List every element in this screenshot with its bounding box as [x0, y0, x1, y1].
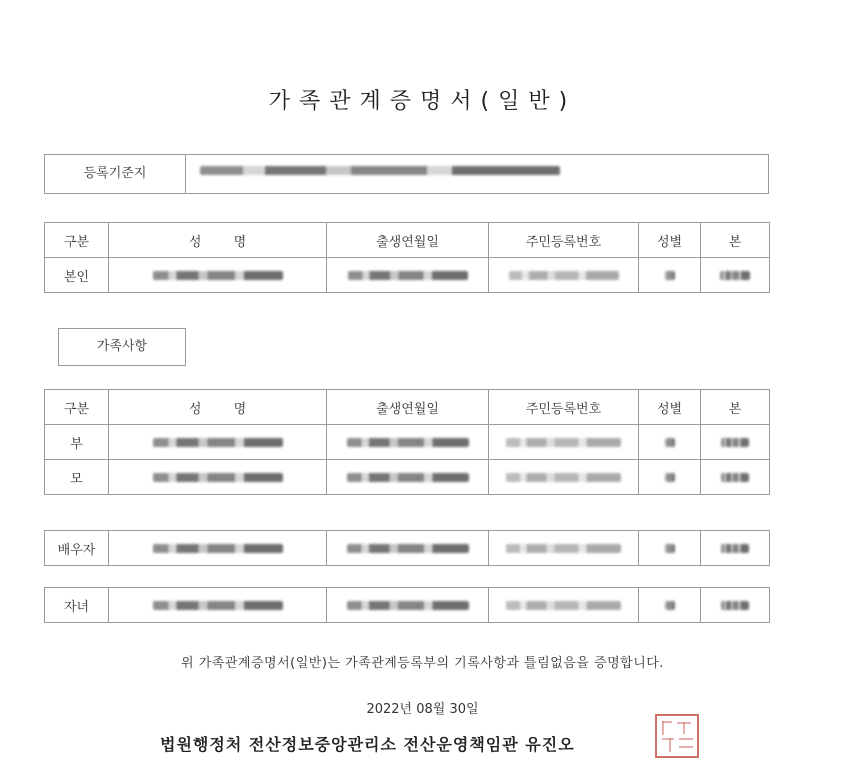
spouse-id-redacted — [489, 531, 639, 566]
family-header-birth: 출생연월일 — [327, 390, 489, 425]
spouse-table — [44, 530, 770, 566]
family-type-mother: 모 — [45, 460, 109, 495]
document-title: 가족관계증명서(일반) — [268, 89, 577, 114]
self-header-row — [45, 223, 770, 258]
father-id-redacted — [489, 425, 639, 460]
registry-address-redacted — [200, 166, 560, 175]
child-birth-redacted — [327, 588, 489, 623]
spouse-origin-redacted — [701, 531, 770, 566]
family-header-sex: 성별 — [639, 390, 701, 425]
child-name-redacted — [109, 588, 327, 623]
family-header-origin: 본 — [701, 390, 770, 425]
child-sex-redacted — [639, 588, 701, 623]
family-row-father — [45, 425, 770, 460]
father-sex-redacted — [639, 425, 701, 460]
child-id-redacted — [489, 588, 639, 623]
self-table — [44, 222, 770, 293]
family-header-row — [45, 390, 770, 425]
family-row-spouse — [45, 531, 770, 566]
self-type: 본인 — [45, 258, 109, 293]
self-row — [45, 258, 770, 293]
self-sex-redacted — [639, 258, 701, 293]
family-type-father: 부 — [45, 425, 109, 460]
father-birth-redacted — [327, 425, 489, 460]
family-row-mother — [45, 460, 770, 495]
registry-label: 등록기준지 — [83, 166, 147, 181]
family-label-box — [58, 328, 186, 366]
official-seal-icon — [655, 714, 699, 758]
family-header-name: 성 명 — [109, 390, 327, 425]
family-header-type: 구분 — [45, 390, 109, 425]
registry-label-box — [44, 154, 186, 194]
father-origin-redacted — [701, 425, 770, 460]
issue-date: 2022년 08월 30일 — [366, 702, 479, 717]
header-type: 구분 — [45, 223, 109, 258]
self-birth-redacted — [327, 258, 489, 293]
mother-name-redacted — [109, 460, 327, 495]
family-table — [44, 389, 770, 495]
self-name-redacted — [109, 258, 327, 293]
header-sex: 성별 — [639, 223, 701, 258]
family-header-id: 주민등록번호 — [489, 390, 639, 425]
family-type-child: 자녀 — [45, 588, 109, 623]
issuer-name: 법원행정처 전산정보중앙관리소 전산운영책임관 유진오 — [160, 735, 575, 754]
mother-id-redacted — [489, 460, 639, 495]
mother-sex-redacted — [639, 460, 701, 495]
father-name-redacted — [109, 425, 327, 460]
spouse-birth-redacted — [327, 531, 489, 566]
self-origin-redacted — [701, 258, 770, 293]
mother-birth-redacted — [327, 460, 489, 495]
header-origin: 본 — [701, 223, 770, 258]
child-origin-redacted — [701, 588, 770, 623]
certification-statement: 위 가족관계증명서(일반)는 가족관계등록부의 기록사항과 틀림없음을 증명합니다. — [181, 656, 664, 671]
family-section-label: 가족사항 — [96, 339, 148, 354]
child-table — [44, 587, 770, 623]
spouse-sex-redacted — [639, 531, 701, 566]
header-id: 주민등록번호 — [489, 223, 639, 258]
spouse-name-redacted — [109, 531, 327, 566]
family-type-spouse: 배우자 — [45, 531, 109, 566]
header-birth: 출생연월일 — [327, 223, 489, 258]
header-name: 성 명 — [109, 223, 327, 258]
self-id-redacted — [489, 258, 639, 293]
family-row-child — [45, 588, 770, 623]
mother-origin-redacted — [701, 460, 770, 495]
